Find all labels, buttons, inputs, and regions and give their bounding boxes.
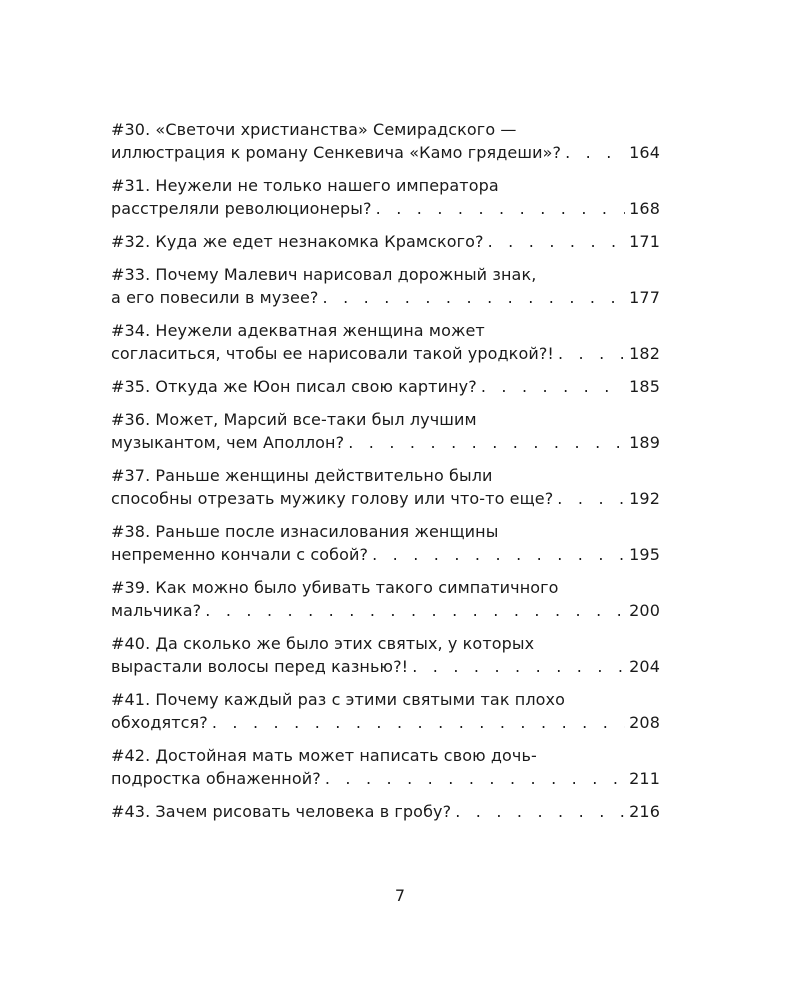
toc-entry-title-line: непременно кончали с собой? <box>111 545 369 564</box>
dot-leader <box>325 767 625 790</box>
dot-leader <box>557 487 625 510</box>
toc-entry-title-line: музыкантом, чем Аполлон? <box>111 433 345 452</box>
toc-entry-page-number: 168 <box>629 199 660 218</box>
toc-entry-page-number: 164 <box>629 143 660 162</box>
toc-entry[interactable] <box>111 319 660 365</box>
toc-entry[interactable] <box>111 520 660 566</box>
toc-entry-page-number: 189 <box>629 433 660 452</box>
toc-entry-page-number: 177 <box>629 288 660 307</box>
toc-entry-title-line: расстреляли революционеры? <box>111 199 372 218</box>
toc-entry-title-line: #40. Да сколько же было этих святых, у которых <box>111 634 535 653</box>
dot-leader <box>558 342 625 365</box>
toc-entry-title-line: #36. Может, Марсий все-таки был лучшим <box>111 410 477 429</box>
toc-entry-page-number: 182 <box>629 344 660 363</box>
toc-entry[interactable] <box>111 576 660 622</box>
toc-entry-page-number: 211 <box>629 769 660 788</box>
toc-entry-title-line: #31. Неужели не только нашего императора <box>111 176 499 195</box>
toc-entry-page-number: 216 <box>629 802 660 821</box>
table-of-contents <box>111 118 660 823</box>
toc-entry-page-number: 204 <box>629 657 660 676</box>
toc-entry[interactable] <box>111 230 660 253</box>
toc-entry-title-line: а его повесили в музее? <box>111 288 319 307</box>
toc-entry[interactable] <box>111 263 660 309</box>
toc-entry-title-line: #37. Раньше женщины действительно были <box>111 466 493 485</box>
toc-entry-title-line: #38. Раньше после изнасилования женщины <box>111 522 499 541</box>
dot-leader <box>205 599 625 622</box>
toc-entry-title-line: способны отрезать мужику голову или что-то еще? <box>111 489 554 508</box>
toc-entry-title-line: согласиться, чтобы ее нарисовали такой уродкой?! <box>111 344 554 363</box>
toc-entry-title-line: #41. Почему каждый раз с этими святыми так плохо <box>111 690 566 709</box>
toc-entry-title-line: #43. Зачем рисовать человека в гробу? <box>111 802 452 821</box>
toc-entry[interactable] <box>111 408 660 454</box>
toc-entry[interactable] <box>111 118 660 164</box>
toc-entry[interactable] <box>111 744 660 790</box>
toc-entry-title-line: иллюстрация к роману Сенкевича «Камо грядеши»? <box>111 143 562 162</box>
toc-entry[interactable] <box>111 174 660 220</box>
toc-entry-title-line: #30. «Светочи христианства» Семирадского — <box>111 120 517 139</box>
dot-leader <box>565 141 625 164</box>
toc-entry-title-line: подростка обнаженной? <box>111 769 321 788</box>
toc-entry-title-line: мальчика? <box>111 601 202 620</box>
dot-leader <box>348 431 625 454</box>
toc-entry[interactable] <box>111 800 660 823</box>
toc-entry-title-line: обходятся? <box>111 713 208 732</box>
toc-entry-title-line: #32. Куда же едет незнакомка Крамского? <box>111 232 484 251</box>
toc-entry-page-number: 185 <box>629 377 660 396</box>
toc-entry-page-number: 200 <box>629 601 660 620</box>
toc-entry-page-number: 208 <box>629 713 660 732</box>
dot-leader <box>372 543 625 566</box>
dot-leader <box>455 800 625 823</box>
toc-entry-title-line: #35. Откуда же Юон писал свою картину? <box>111 377 477 396</box>
toc-entry-title-line: вырастали волосы перед казнью?! <box>111 657 409 676</box>
toc-entry-title-line: #42. Достойная мать может написать свою дочь- <box>111 746 537 765</box>
dot-leader <box>376 197 626 220</box>
dot-leader <box>323 286 626 309</box>
dot-leader <box>481 375 625 398</box>
page-number: 7 <box>394 886 406 905</box>
toc-entry[interactable] <box>111 688 660 734</box>
toc-entry[interactable] <box>111 632 660 678</box>
toc-entry-title-line: #39. Как можно было убивать такого симпатичного <box>111 578 559 597</box>
toc-entry-page-number: 195 <box>629 545 660 564</box>
dot-leader <box>488 230 626 253</box>
dot-leader <box>212 711 625 734</box>
toc-entry-title-line: #33. Почему Малевич нарисовал дорожный знак, <box>111 265 537 284</box>
toc-entry-page-number: 192 <box>629 489 660 508</box>
toc-entry-title-line: #34. Неужели адекватная женщина может <box>111 321 485 340</box>
dot-leader <box>412 655 625 678</box>
toc-entry[interactable] <box>111 375 660 398</box>
toc-entry-page-number: 171 <box>629 232 660 251</box>
toc-entry[interactable] <box>111 464 660 510</box>
